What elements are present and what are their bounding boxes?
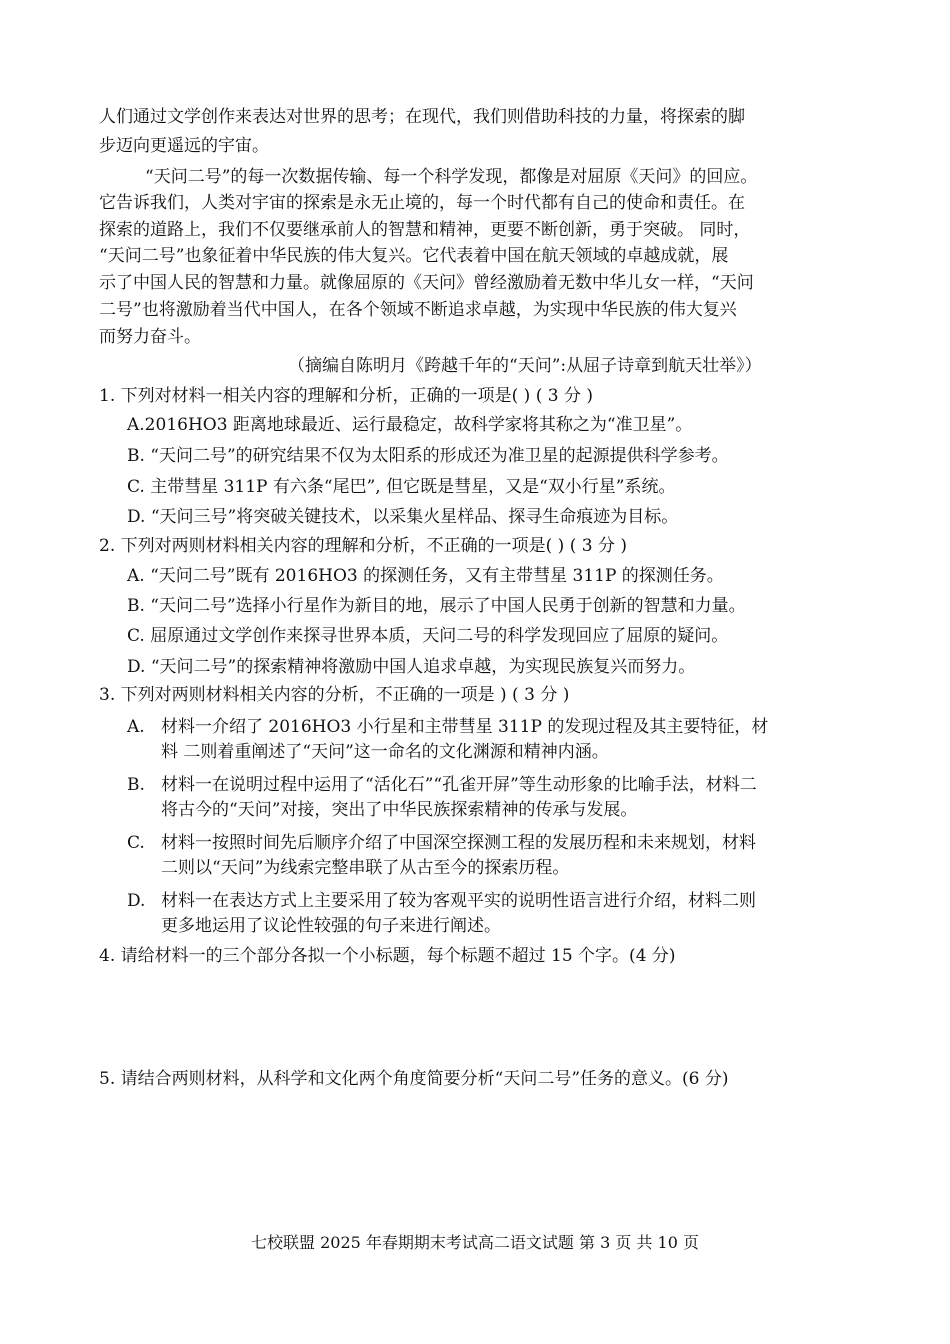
question-3-option-d-line-2: 更多地运用了议论性较强的句子来进行阐述。 xyxy=(161,916,501,936)
question-2-option-c: C. 屈原通过文学创作来探寻世界本质，天问二号的科学发现回应了屈原的疑问。 xyxy=(127,626,729,646)
page-footer: 七校联盟 2025 年春期期末考试高二语文试题 第 3 页 共 10 页 xyxy=(251,1233,699,1252)
question-3-stem: 3. 下列对两则材料相关内容的分析，不正确的一项是 ) ( 3 分 ) xyxy=(99,685,570,705)
question-3-option-a-line-1: 材料一介绍了 2016HO3 小行星和主带彗星 311P 的发现过程及其主要特征，材 xyxy=(161,717,769,737)
question-3-option-b-line-2: 将古今的“天问”对接，突出了中华民族探索精神的传承与发展。 xyxy=(161,800,638,820)
question-5-stem: 5. 请结合两则材料，从科学和文化两个角度简要分析“天问二号”任务的意义。(6 分) xyxy=(99,1069,729,1089)
question-2-stem: 2. 下列对两则材料相关内容的理解和分析，不正确的一项是( ) ( 3 分 ) xyxy=(99,536,627,556)
passage-line-1: 人们通过文学创作来表达对世界的思考；在现代，我们则借助科技的力量，将探索的脚 xyxy=(99,107,745,127)
question-1-option-c: C. 主带彗星 311P 有六条“尾巴”, 但它既是彗星，又是“双小行星”系统。 xyxy=(127,477,676,497)
passage-paragraph-start: “天问二号”的每一次数据传输、每一个科学发现，都像是对屈原《天问》的回应。 xyxy=(145,167,758,187)
question-3-option-c-line-2: 二则以“天问”为线索完整串联了从古至今的探索历程。 xyxy=(161,858,570,878)
question-3-option-c-line-1: 材料一按照时间先后顺序介绍了中国深空探测工程的发展历程和未来规划，材料 xyxy=(161,833,756,853)
passage-line-9: 而努力奋斗。 xyxy=(99,327,201,347)
question-3-option-d-line-1: 材料一在表达方式上主要采用了较为客观平实的说明性语言进行介绍，材料二则 xyxy=(161,891,756,911)
passage-line-6: “天问二号”也象征着中华民族的伟大复兴。它代表着中国在航天领域的卓越成就，展 xyxy=(99,246,729,266)
question-3-option-b-letter: B. xyxy=(127,775,145,795)
question-3-option-d-letter: D. xyxy=(127,891,146,911)
question-2-option-d: D. “天问二号”的探索精神将激励中国人追求卓越，为实现民族复兴而努力。 xyxy=(127,657,696,677)
question-3-option-b-line-1: 材料一在说明过程中运用了“活化石”“孔雀开屏”等生动形象的比喻手法，材料二 xyxy=(161,775,757,795)
passage-line-4: 它告诉我们，人类对宇宙的探索是永无止境的，每一个时代都有自己的使命和责任。在 xyxy=(99,193,745,213)
passage-line-7: 示了中国人民的智慧和力量。就像屈原的《天问》曾经激励着无数中华儿女一样，“天问 xyxy=(99,273,754,293)
passage-line-5: 探索的道路上，我们不仅要继承前人的智慧和精神，更要不断创新，勇于突破。 同时， xyxy=(99,220,751,240)
passage-source: （摘编自陈明月《跨越千年的“天问”:从屈子诗章到航天壮举》） xyxy=(288,356,762,376)
passage-line-2: 步迈向更遥远的宇宙。 xyxy=(99,136,269,156)
question-2-option-a: A. “天问二号”既有 2016HO3 的探测任务，又有主带彗星 311P 的探测任务。 xyxy=(127,566,724,586)
question-1-option-b: B. “天问二号”的研究结果不仅为太阳系的形成还为准卫星的起源提供科学参考。 xyxy=(127,446,729,466)
question-1-stem: 1. 下列对材料一相关内容的理解和分析，正确的一项是( ) ( 3 分 ) xyxy=(99,386,593,406)
passage-line-8: 二号”也将激励着当代中国人，在各个领域不断追求卓越，为实现中华民族的伟大复兴 xyxy=(99,300,737,320)
question-3-option-c-letter: C. xyxy=(127,833,145,853)
question-4-stem: 4. 请给材料一的三个部分各拟一个小标题，每个标题不超过 15 个字。(4 分) xyxy=(99,946,676,966)
question-3-option-a-letter: A. xyxy=(127,717,145,737)
question-2-option-b: B. “天问二号”选择小行星作为新目的地，展示了中国人民勇于创新的智慧和力量。 xyxy=(127,596,746,616)
question-3-option-a-line-2: 料 二则着重阐述了“天问”这一命名的文化渊源和精神内涵。 xyxy=(161,742,609,762)
question-1-option-d: D. “天问三号”将突破关键技术，以采集火星样品、探寻生命痕迹为目标。 xyxy=(127,507,679,527)
question-1-option-a: A.2016HO3 距离地球最近、运行最稳定，故科学家将其称之为“准卫星”。 xyxy=(127,415,693,435)
